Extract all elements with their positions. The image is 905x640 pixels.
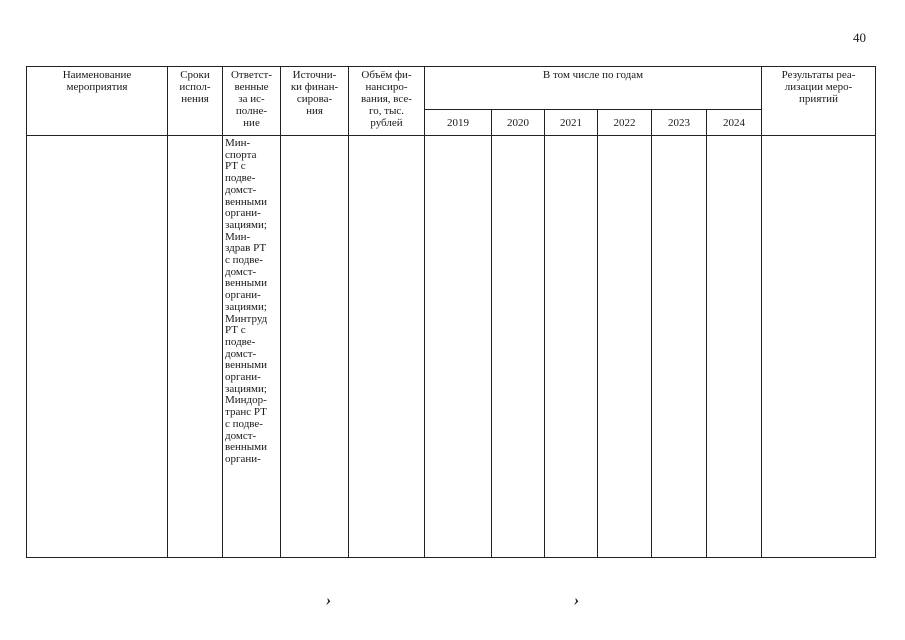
cell-responsible	[223, 136, 281, 558]
scan-mark: ›	[574, 592, 580, 609]
responsible-text: Мин- спорта РТ с подве- домст- венными органи- зациями; Мин- здрав РТ с подве- домст- венными органи- зациями; Минтруд РТ с подве- домст- венными органи- зациями; Миндор- транс РТ с подве- домст- венными органи-	[225, 137, 268, 465]
header-terms-text: Сроки испол- нения	[179, 69, 211, 105]
table-row	[27, 136, 876, 558]
header-responsible-text: Ответст- венные за ис- полне- ние	[230, 69, 273, 129]
page-number: 40	[853, 30, 866, 45]
program-table-container	[26, 66, 876, 558]
cell-year-2019	[425, 136, 492, 558]
scan-mark: ›	[326, 592, 332, 609]
header-results	[762, 67, 876, 136]
header-name-text: Наименование мероприятия	[62, 69, 132, 93]
header-responsible	[223, 67, 281, 136]
year-header: 2023	[652, 110, 707, 136]
cell-year-2022	[598, 136, 652, 558]
cell-volume	[349, 136, 425, 558]
cell-sources	[281, 136, 349, 558]
header-row-top	[27, 67, 876, 110]
header-by-years-text: В том числе по годам	[542, 69, 644, 81]
header-results-text: Результаты реа- лизации меро- приятий	[781, 69, 856, 105]
cell-name	[27, 136, 168, 558]
year-header: 2022	[598, 110, 652, 136]
header-sources-text: Источни- ки финан- сирова- ния	[290, 69, 339, 117]
year-header: 2021	[545, 110, 598, 136]
year-header: 2024	[707, 110, 762, 136]
year-header: 2020	[492, 110, 545, 136]
header-sources	[281, 67, 349, 136]
header-volume-text: Объём фи- нансиро- вания, все- го, тыс. рублей	[361, 69, 412, 129]
year-header: 2019	[425, 110, 492, 136]
cell-year-2024	[707, 136, 762, 558]
header-by-years	[425, 67, 762, 110]
header-terms	[168, 67, 223, 136]
cell-results	[762, 136, 876, 558]
cell-year-2021	[545, 136, 598, 558]
cell-terms	[168, 136, 223, 558]
header-name	[27, 67, 168, 136]
cell-year-2023	[652, 136, 707, 558]
cell-year-2020	[492, 136, 545, 558]
header-volume	[349, 67, 425, 136]
program-table	[26, 66, 876, 558]
